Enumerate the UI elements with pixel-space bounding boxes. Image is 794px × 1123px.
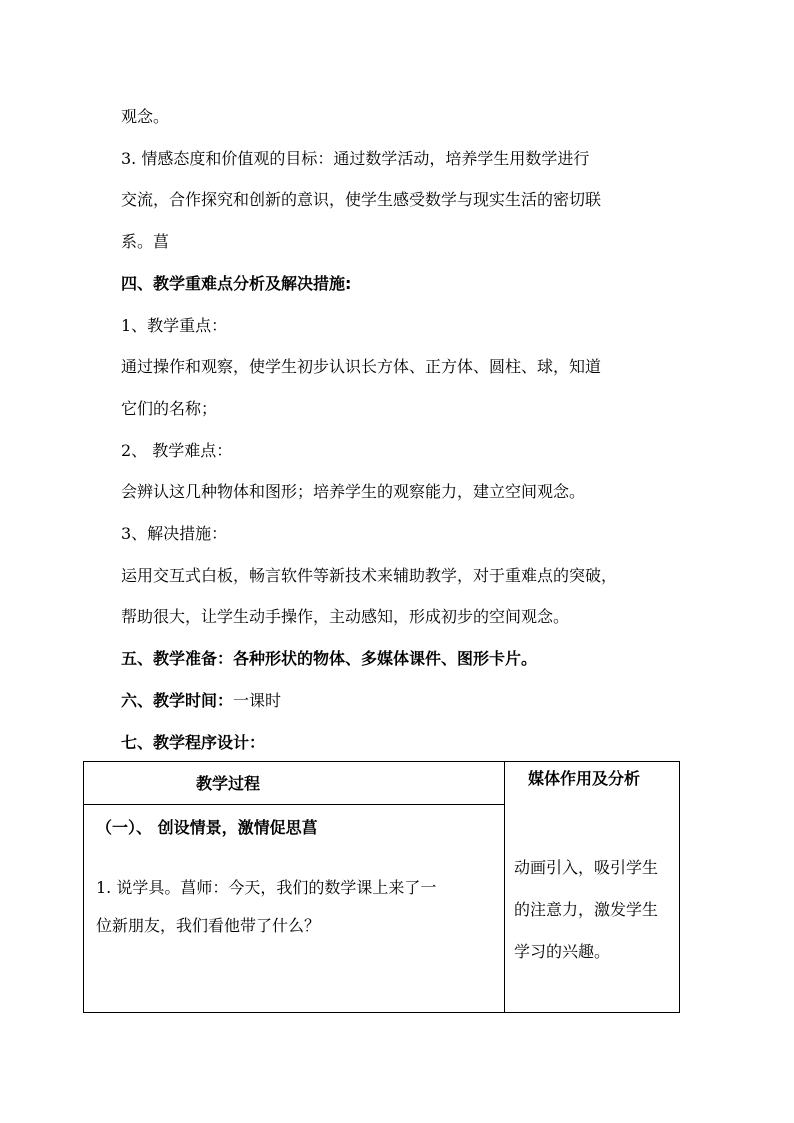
table-header-process: 教学过程	[196, 774, 261, 793]
text-line: 交流，合作探究和创新的意识，使学生感受数学与现实生活的密切联	[121, 190, 602, 209]
text-line: 帮助很大，让学生动手操作，主动感知，形成初步的空间观念。	[121, 607, 570, 626]
text-line: 1、教学重点：	[121, 316, 228, 335]
text-line: 系。菖	[121, 232, 170, 251]
text-line: 3、解决措施：	[121, 524, 228, 543]
section-heading: 四、教学重难点分析及解决措施:	[121, 274, 352, 293]
table-cell-text: 动画引入，吸引学生	[514, 858, 659, 877]
table-cell-text: 学习的兴趣。	[514, 942, 611, 961]
table-divider	[84, 804, 504, 805]
text-line: 2、 教学难点：	[121, 441, 233, 460]
table-header-media: 媒体作用及分析	[528, 769, 641, 788]
table-divider	[504, 762, 505, 1012]
table-section-title: （一）、 创设情景，激情促思菖	[96, 818, 318, 837]
heading-value: 一课时	[233, 691, 282, 710]
table-cell-text: 位新朋友，我们看他带了什么？	[96, 916, 321, 935]
text-line: 运用交互式白板，畅言软件等新技术来辅助教学，对于重难点的突破，	[121, 566, 618, 585]
section-heading	[121, 690, 281, 712]
text-line: 3. 情感态度和价值观的目标：通过数学活动，培养学生用数学进行	[121, 149, 590, 168]
text-line: 会辨认这几种物体和图形；培养学生的观察能力，建立空间观念。	[121, 482, 586, 501]
text-line: 通过操作和观察，使学生初步认识长方体、正方体、圆柱、球，知道	[121, 357, 602, 376]
heading-label: 六、教学时间：	[121, 691, 234, 710]
table-cell-text: 的注意力，激发学生	[514, 900, 659, 919]
section-heading: 七、教学程序设计：	[121, 733, 266, 752]
teaching-process-table	[83, 761, 680, 1013]
text-line: 它们的名称；	[121, 399, 218, 418]
table-cell-text: 1. 说学具。菖师：今天，我们的数学课上来了一	[96, 878, 437, 897]
text-line: 观念。	[121, 107, 170, 126]
section-heading: 五、教学准备：各种形状的物体、多媒体课件、图形卡片。	[121, 649, 538, 668]
